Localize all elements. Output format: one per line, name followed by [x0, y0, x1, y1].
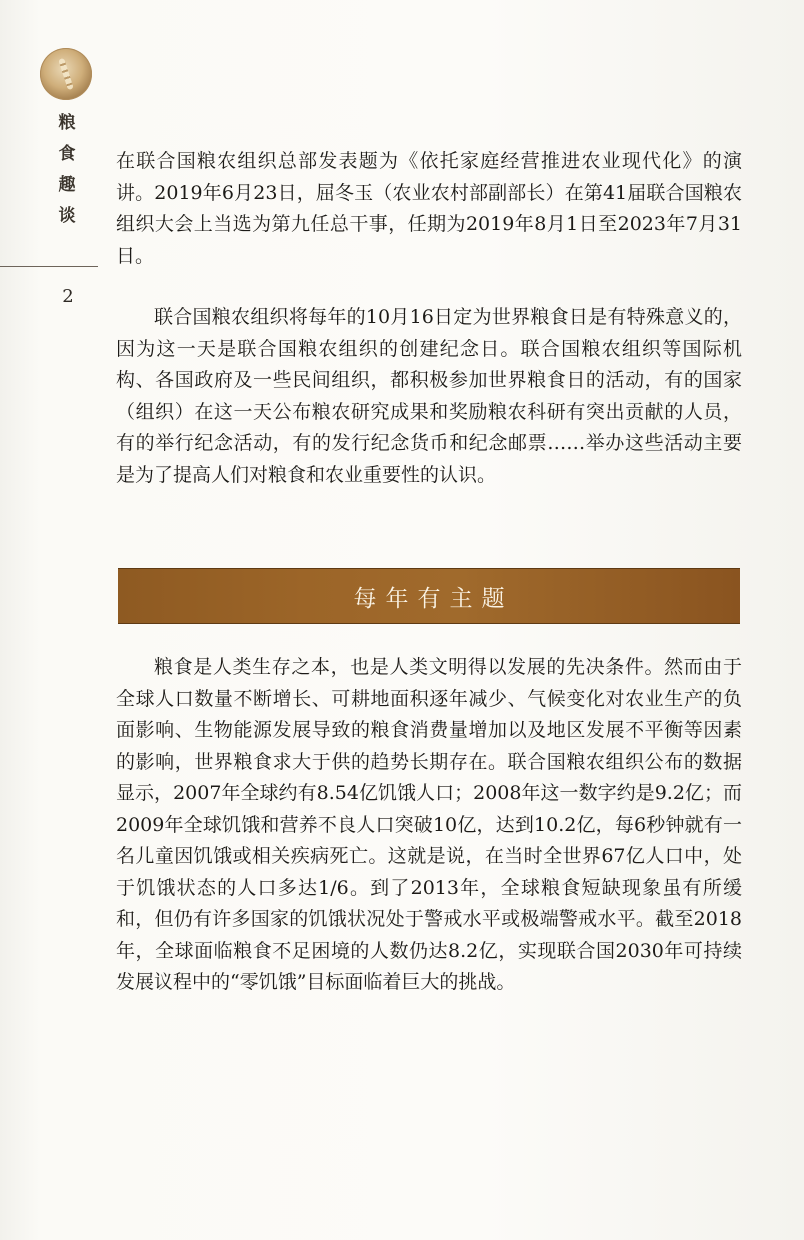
body-paragraph-1: 在联合国粮农组织总部发表题为《依托家庭经营推进农业现代化》的演讲。2019年6月23日，屈冬玉（农业农村部副部长）在第41届联合国粮农组织大会上当选为第九任总干事，任期为2019年8月1日至2023年7月31日。 — [116, 150, 742, 267]
wheat-grain-shape — [58, 58, 74, 90]
book-title-char: 谈 — [58, 206, 76, 226]
body-paragraph-3: 粮食是人类生存之本，也是人类文明得以发展的先决条件。然而由于全球人口数量不断增长、可耕地面积逐年减少、气候变化对农业生产的负面影响、生物能源发展导致的粮食消费量增加以及地区发展不平衡等因素的影响，世界粮食求大于供的趋势长期存在。联合国粮农组织公布的数据显示，2007年全球约有8.54亿饥饿人口；2008年这一数字约是9.2亿；而2009年全球饥饿和营养不良人口突破10亿，达到10.2亿，每6秒钟就有一名儿童因饥饿或相关疾病死亡。这就是说，在当时全世界67亿人口中，处于饥饿状态的人口多达1/6。到了2013年，全球粮食短缺现象虽有所缓和，但仍有许多国家的饥饿状况处于警戒水平或极端警戒水平。截至2018年，全球面临粮食不足困境的人数仍达8.2亿，实现联合国2030年可持续发展议程中的“零饥饿”目标面临着巨大的挑战。 — [116, 656, 742, 993]
wheat-emblem-icon — [40, 48, 92, 100]
book-title-char: 粮 — [58, 113, 76, 133]
book-title-char: 趣 — [58, 175, 76, 195]
section-heading-banner — [118, 568, 740, 624]
margin-divider — [0, 266, 98, 267]
section-heading: 每年有主题 — [353, 585, 514, 612]
running-book-title — [52, 108, 82, 232]
body-paragraph-2: 联合国粮农组织将每年的10月16日定为世界粮食日是有特殊意义的，因为这一天是联合国粮农组织的创建纪念日。联合国粮农组织等国际机构、各国政府及一些民间组织，都积极参加世界粮食日的活动，有的国家（组织）在这一天公布粮农研究成果和奖励粮农科研有突出贡献的人员，有的举行纪念活动，有的发行纪念货币和纪念邮票……举办这些活动主要是为了提高人们对粮食和农业重要性的认识。 — [116, 306, 742, 486]
page-number: 2 — [62, 286, 74, 307]
book-title-char: 食 — [58, 144, 76, 164]
